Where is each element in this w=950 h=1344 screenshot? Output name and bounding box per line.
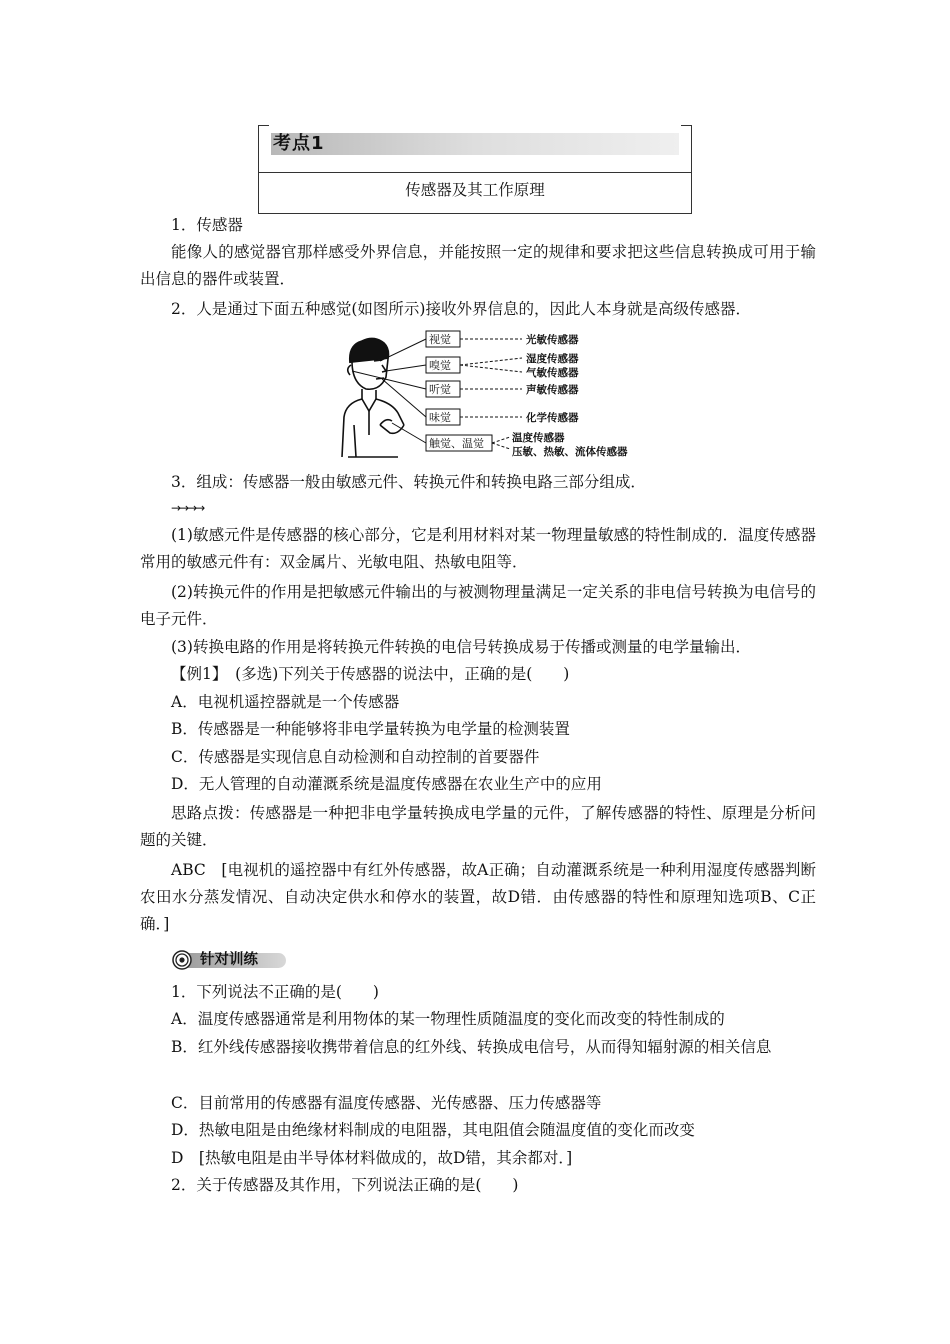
training-q1-option-a: A．温度传感器通常是利用物体的某一物理性质随温度的变化而改变的特性制成的 xyxy=(171,1010,725,1028)
example1-option-c: C．传感器是实现信息自动检测和自动控制的首要器件 xyxy=(171,748,540,766)
kaodian-band xyxy=(271,133,679,155)
section3-item1: (1)敏感元件是传感器的核心部分，它是利用材料对某一物理量敏感的特性制成的．温度传感器常用的敏感元件有：双金属片、光敏电阻、热敏电阻等． xyxy=(140,526,816,571)
training-label: 针对训练 xyxy=(200,952,258,968)
example1-answer: ABC [电视机的遥控器中有红外传感器，故A正确；自动灌溉系统是一种利用湿度传感器判断农田水分蒸发情况、自动决定供水和停水的装置，故D错．由传感器的特性和原理知选项B、C正确．] xyxy=(140,861,816,933)
training-q1-option-d: D．热敏电阻是由绝缘材料制成的电阻器，其电阻值会随温度值的变化而改变 xyxy=(171,1121,695,1139)
example1-question: (多选)下列关于传感器的说法中，正确的是( ) xyxy=(235,665,570,683)
kaodian-title: 传感器及其工作原理 xyxy=(405,181,545,199)
example1-option-d: D．无人管理的自动灌溉系统是温度传感器在农业生产中的应用 xyxy=(171,775,602,793)
sensor-temperature: 温度传感器 xyxy=(512,432,565,444)
sense-smell: 嗅觉 xyxy=(429,359,451,372)
sensor-chemical: 化学传感器 xyxy=(526,412,579,424)
section3-arrows: →→→→ xyxy=(171,501,204,515)
section1-body: 能像人的感觉器官那样感受外界信息，并能按照一定的规律和要求把这些信息转换成可用于输出信息的器件或装置． xyxy=(140,243,816,288)
sensor-humidity: 湿度传感器 xyxy=(526,353,579,365)
training-q1-answer: D [热敏电阻是由半导体材料做成的，故D错，其余都对．] xyxy=(171,1149,573,1167)
example1-line xyxy=(140,661,816,688)
section3-text: 3．组成：传感器一般由敏感元件、转换元件和转换电路三部分组成． xyxy=(171,473,646,491)
person-illustration xyxy=(342,338,404,457)
example1-label: 【例1】 xyxy=(171,665,220,683)
section3-item3: (3)转换电路的作用是将转换元件转换的电信号转换成易于传播或测量的电学量输出． xyxy=(171,638,751,656)
training-q1-option-c: C．目前常用的传感器有温度传感器、光传感器、压力传感器等 xyxy=(171,1094,602,1112)
sensor-gas: 气敏传感器 xyxy=(526,367,579,379)
sensor-light: 光敏传感器 xyxy=(526,334,579,346)
section2-text: 2．人是通过下面五种感觉(如图所示)接收外界信息的，因此人本身就是高级传感器． xyxy=(171,300,751,318)
training-q1: 1．下列说法不正确的是( ) xyxy=(171,983,379,1001)
training-q2: 2．关于传感器及其作用，下列说法正确的是( ) xyxy=(171,1176,519,1194)
kaodian-tag: 考点1 xyxy=(273,133,325,154)
kaodian-box xyxy=(258,125,692,214)
sense-taste: 味觉 xyxy=(429,411,451,424)
example1-option-a: A．电视机遥控器就是一个传感器 xyxy=(171,693,400,711)
sensor-sound: 声敏传感器 xyxy=(526,384,579,396)
example1-hint: 思路点拨：传感器是一种把非电学量转换成电学量的元件，了解传感器的特性、原理是分析问题的关键． xyxy=(140,804,816,849)
training-q1-option-b: B．红外线传感器接收携带着信息的红外线、转换成电信号，从而得知辐射源的相关信息 xyxy=(171,1038,772,1056)
training-badge xyxy=(172,950,288,970)
section3-item2: (2)转换元件的作用是把敏感元件输出的与被测物理量满足一定关系的非电信号转换为电信号的电子元件． xyxy=(140,583,816,628)
sensor-pressure-heat-fluid: 压敏、热敏、流体传感器 xyxy=(512,446,628,458)
senses-figure xyxy=(340,325,660,460)
sense-hearing: 听觉 xyxy=(429,383,451,396)
sense-sight: 视觉 xyxy=(429,333,451,346)
example1-option-b: B．传感器是一种能够将非电学量转换为电学量的检测装置 xyxy=(171,720,570,738)
target-icon xyxy=(172,950,192,970)
sense-touch-temp: 触觉、温觉 xyxy=(429,437,484,450)
section1-heading: 1．传感器 xyxy=(171,216,243,234)
